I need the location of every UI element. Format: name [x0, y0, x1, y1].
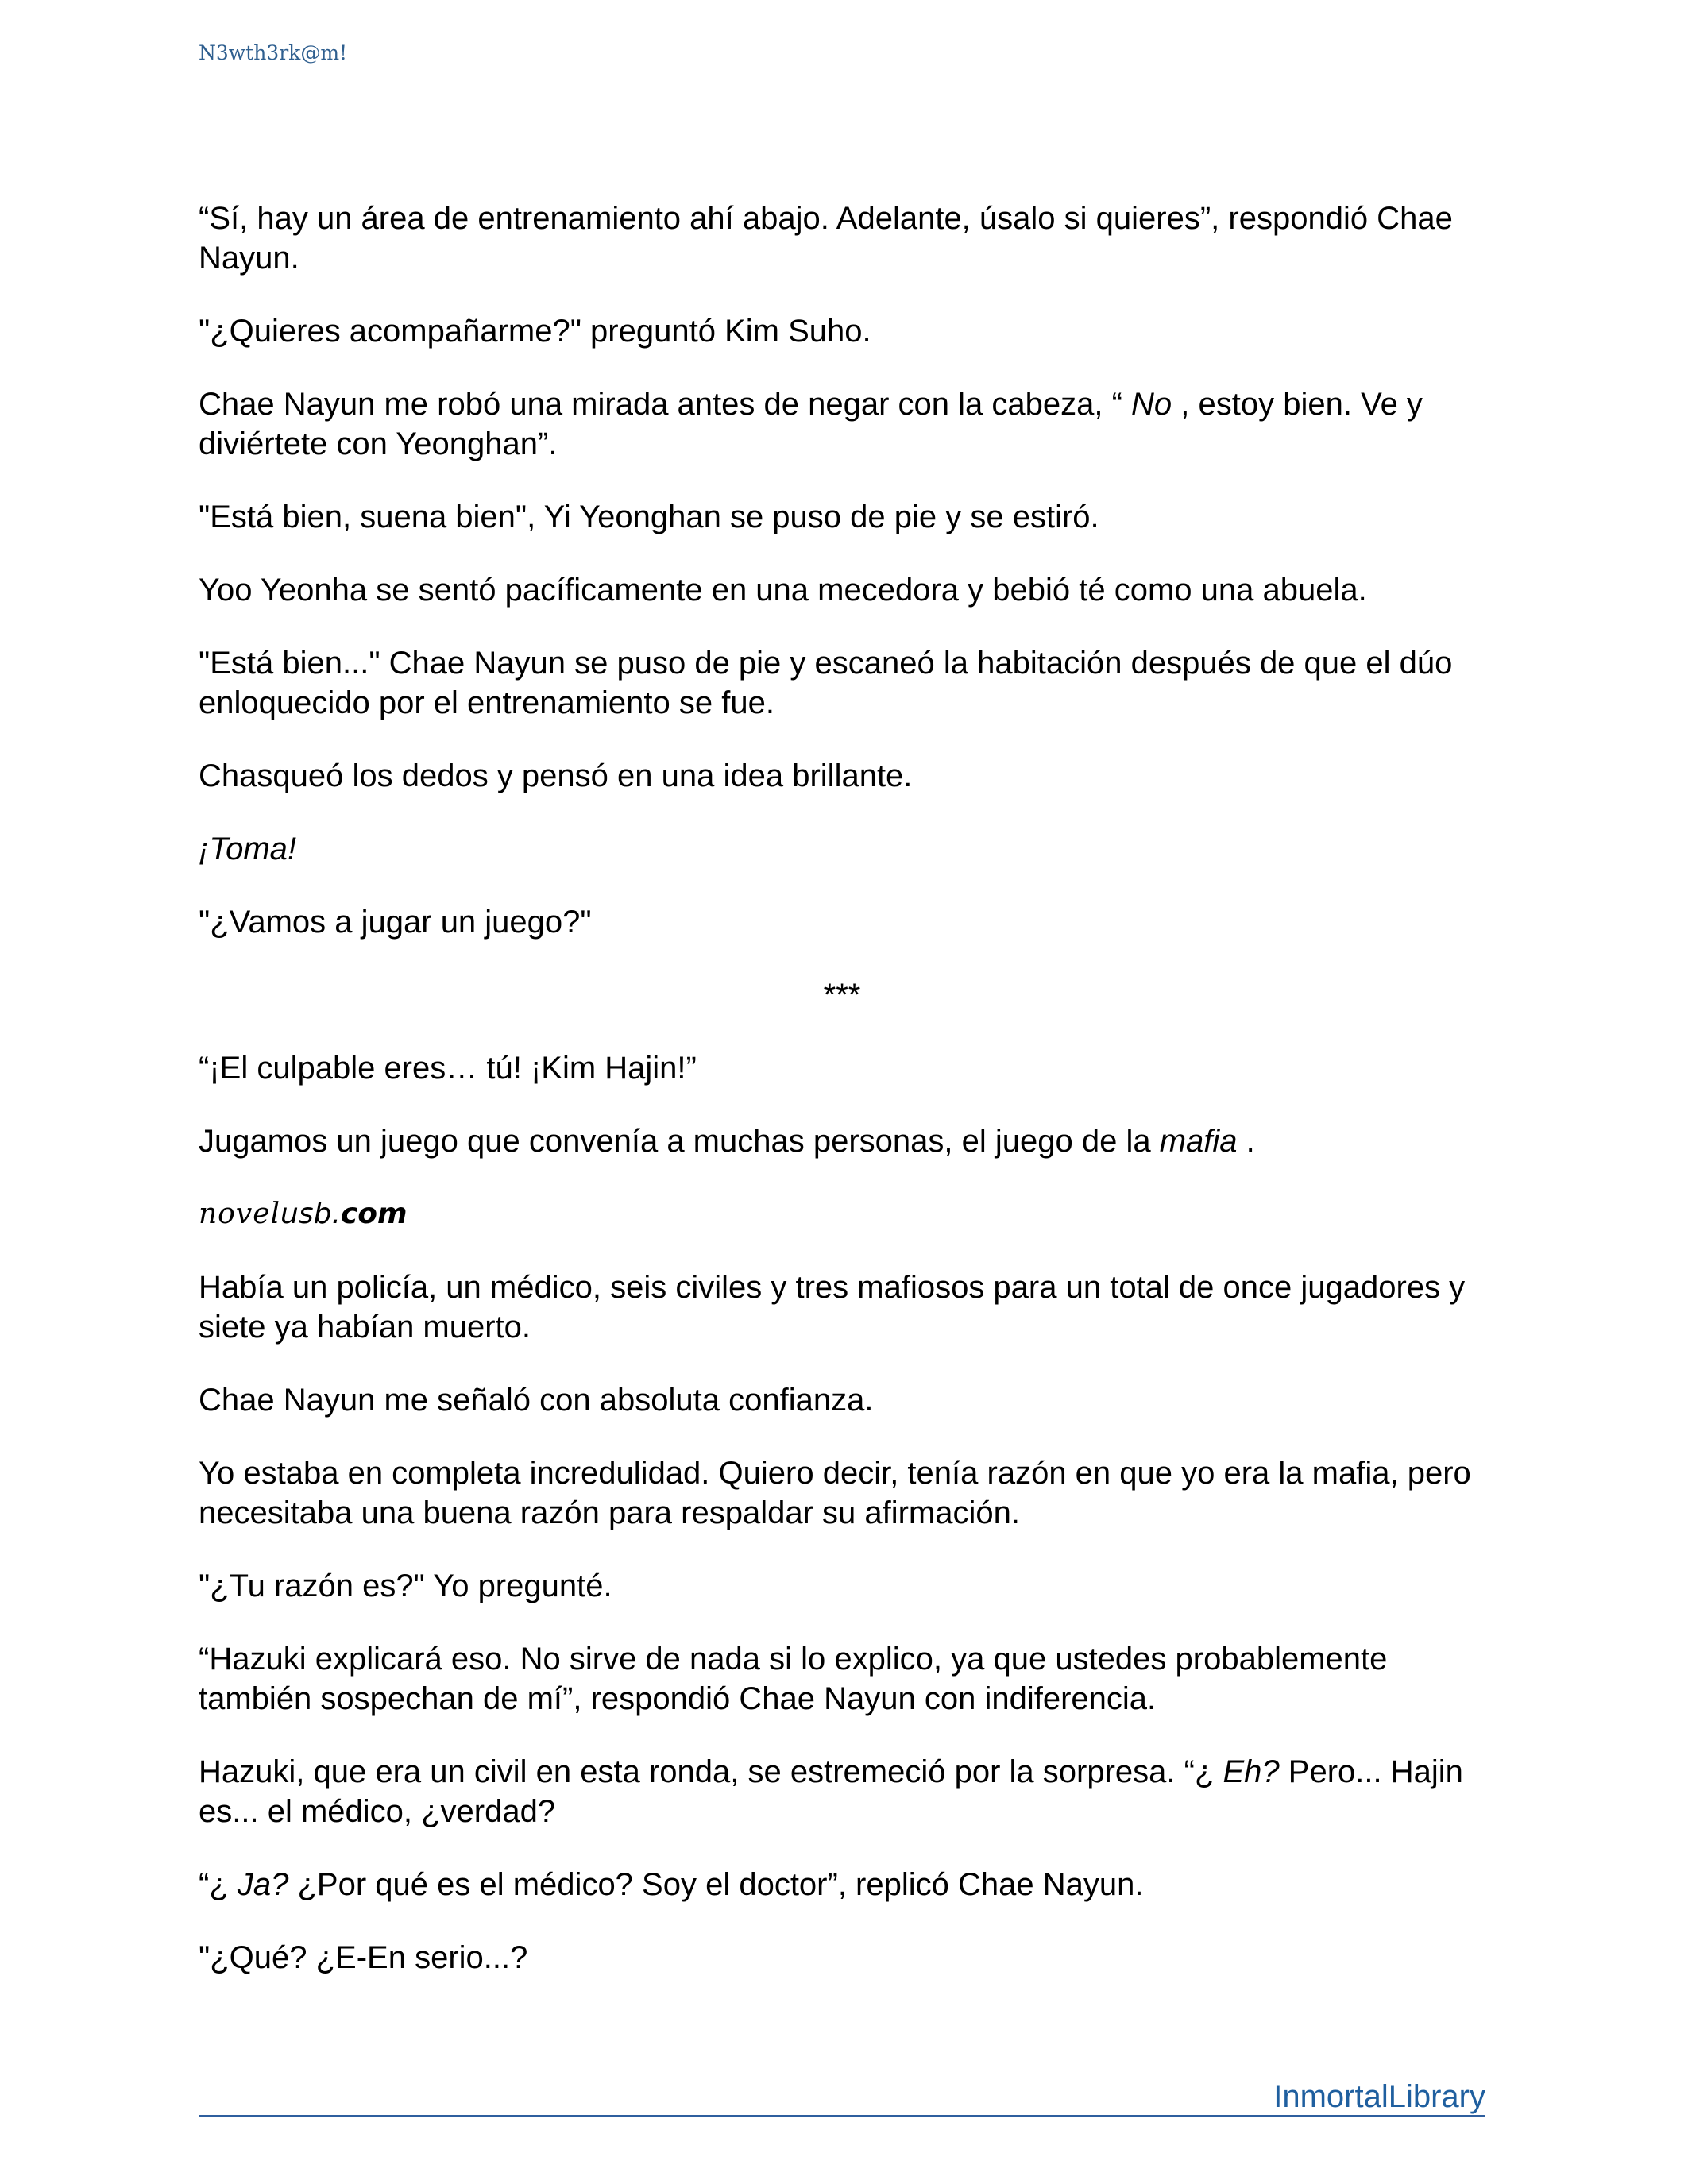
- document-body: [199, 199, 1485, 2011]
- paragraph: Chae Nayun me robó una mirada antes de negar con la cabeza, “ No , estoy bien. Ve y diviértete con Yeonghan”.: [199, 387, 1423, 461]
- paragraph: “Hazuki explicará eso. No sirve de nada si lo explico, ya que ustedes probablemente también sospechan de mí”, respondió Chae Nayun con indiferencia.: [199, 1642, 1388, 1716]
- paragraph: “Sí, hay un área de entrenamiento ahí abajo. Adelante, úsalo si quieres”, respondió Chae Nayun.: [199, 201, 1453, 276]
- paragraph: “¡El culpable eres… tú! ¡Kim Hajin!”: [199, 1051, 697, 1086]
- paragraph: Yo estaba en completa incredulidad. Quiero decir, tenía razón en que yo era la mafia, pero necesitaba una buena razón para respaldar su afirmación.: [199, 1456, 1471, 1530]
- paragraph: Había un policía, un médico, seis civiles y tres mafiosos para un total de once jugadores y siete ya habían muerto.: [199, 1270, 1466, 1345]
- paragraph: “¿ Ja? ¿Por qué es el médico? Soy el doctor”, replicó Chae Nayun.: [199, 1867, 1144, 1902]
- footer-divider: [199, 2115, 1485, 2117]
- paragraph-italic: ¡Toma!: [199, 832, 297, 866]
- page-header: N3wth3rk@m!: [199, 41, 348, 64]
- paragraph: "Está bien, suena bien", Yi Yeonghan se puso de pie y se estiró.: [199, 500, 1099, 534]
- section-break: ***: [823, 978, 861, 1013]
- watermark-text: novelusb.com: [199, 1198, 408, 1230]
- paragraph: Hazuki, que era un civil en esta ronda, se estremeció por la sorpresa. “¿ Eh? Pero... Hajin es... el médico, ¿verdad?: [199, 1754, 1463, 1829]
- paragraph: "¿Vamos a jugar un juego?": [199, 905, 592, 940]
- paragraph: "Está bien..." Chae Nayun se puso de pie y escaneó la habitación después de que el dúo enloquecido por el entrenamiento se fue.: [199, 646, 1453, 720]
- paragraph: "¿Tu razón es?" Yo pregunté.: [199, 1569, 612, 1603]
- paragraph: Yoo Yeonha se sentó pacíficamente en una mecedora y bebió té como una abuela.: [199, 573, 1367, 608]
- paragraph: Jugamos un juego que convenía a muchas personas, el juego de la mafia .: [199, 1124, 1255, 1159]
- paragraph: "¿Qué? ¿E-En serio...?: [199, 1940, 528, 1975]
- paragraph: "¿Quieres acompañarme?" preguntó Kim Suho.: [199, 314, 871, 349]
- footer-link[interactable]: InmortalLibrary: [1273, 2079, 1485, 2114]
- paragraph: Chae Nayun me señaló con absoluta confianza.: [199, 1383, 874, 1418]
- paragraph: Chasqueó los dedos y pensó en una idea brillante.: [199, 758, 913, 793]
